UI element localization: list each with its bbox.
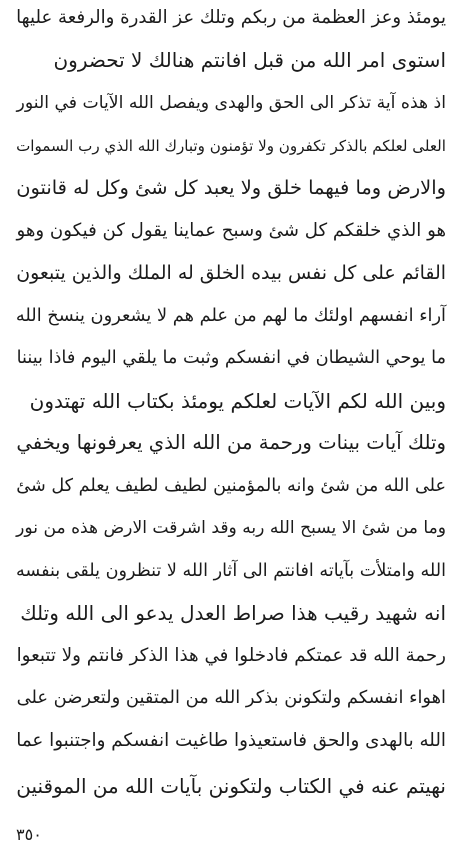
text-line-16: رحمة الله قد عمتكم فادخلوا في هذا الذكر فانتم ولا تتبعوا (16, 645, 446, 666)
text-line-9: ما يوحي الشيطان في انفسكم وثبت ما يلقي اليوم فاذا بيننا (16, 348, 446, 368)
text-line-14: الله وامتلأت بآياته افانتم الى آثار الله لا تنظرون يلقى بنفسه (15, 561, 446, 581)
text-line-19: نهيتم عنه في الكتاب ولتكونن بآيات الله من الموقنين (16, 774, 446, 798)
text-line-7: القائم على كل نفس بيده الخلق له الملك والذين يتبعون (16, 262, 446, 284)
text-line-5: والارض وما فيهما خلق ولا يعبد كل شئ وكل له قانتون (16, 176, 446, 199)
text-line-3: اذ هذه آية تذكر الى الحق والهدى ويفصل الله الآيات في النور (16, 93, 446, 113)
text-line-10: وبين الله لكم الآيات لعلكم يومئذ بكتاب الله تهتدون (29, 389, 446, 413)
text-line-17: اهواء انفسكم ولتكونن بذكر الله من المتقين ولتعرضن على (16, 687, 446, 708)
text-line-2: استوى امر الله من قبل افانتم هنالك لا تحضرون (53, 48, 446, 72)
text-line-15: انه شهيد رقيب هذا صراط العدل يدعو الى الله وتلك (20, 601, 446, 625)
text-line-12: على الله من شئ وانه بالمؤمنين لطيف لطيف يعلم كل شئ (16, 476, 446, 496)
text-line-1: يومئذ وعز العظمة من ربكم وتلك عز القدرة والرفعة عليها (16, 7, 446, 28)
text-line-6: هو الذي خلقكم كل شئ وسبح عماينا يقول كن فيكون وهو (16, 220, 446, 241)
page-number: ٣٥٠ (16, 825, 42, 844)
text-line-4: العلى لعلكم بالذكر تكفرون ولا تؤمنون وتبارك الله الذي رب السموات (16, 137, 446, 155)
text-line-18: الله بالهدى والحق فاستعيذوا طاغيت انفسكم واجتنبوا عما (16, 730, 446, 751)
text-line-11: وتلك آيات بينات ورحمة من الله الذي يعرفونها ويخفي (16, 431, 446, 454)
text-block (16, 2, 446, 814)
text-line-8: آراء انفسهم اولئك ما لهم من علم هم لا يشعرون ينسخ الله (15, 306, 446, 326)
text-line-13: وما من شئ الا يسبح الله ربه وقد اشرقت الارض هذه من نور (16, 518, 446, 538)
